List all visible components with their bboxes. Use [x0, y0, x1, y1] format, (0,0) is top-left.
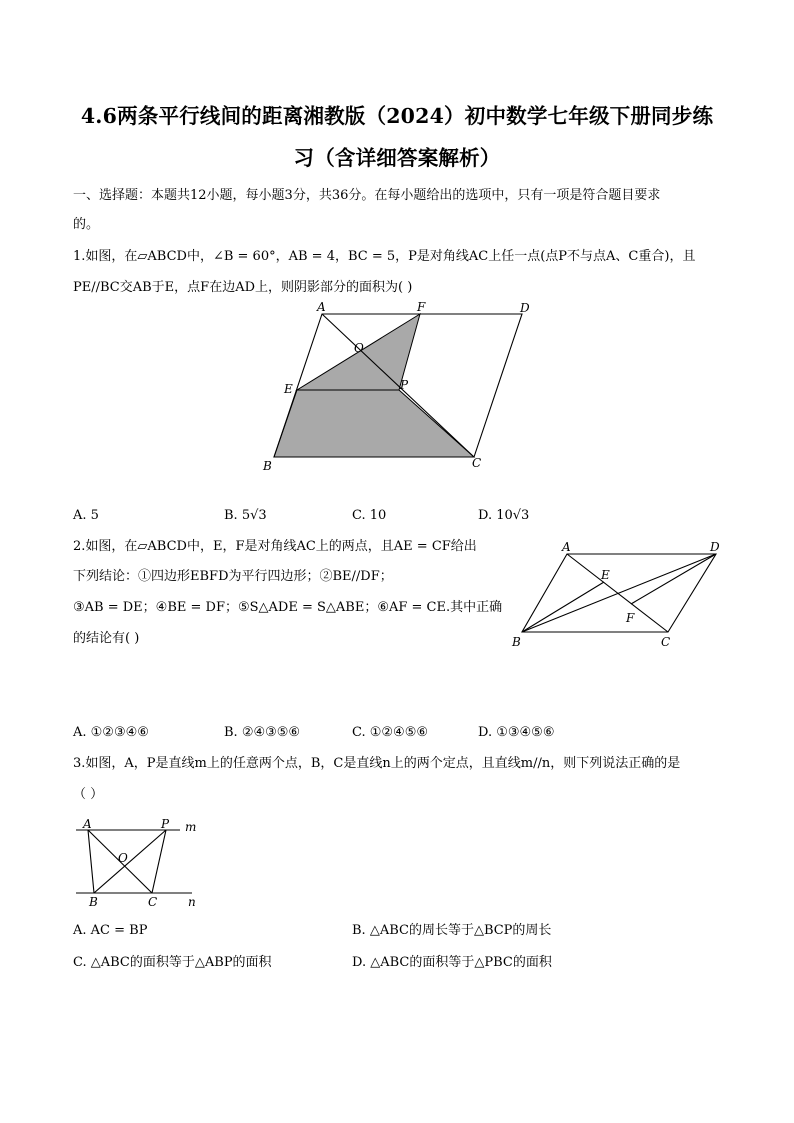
q3-stem-line1: 3.如图，A，P是直线m上的任意两个点，B，C是直线n上的两个定点，且直线m//n，则下列说法正确的是 — [73, 756, 681, 771]
q2-stem-line2: 下列结论：①四边形EBFD为平行四边形；②BE//DF； — [73, 569, 393, 584]
q2-segment-be — [522, 582, 604, 632]
q1-option-d[interactable]: D. 10√3 — [478, 508, 530, 523]
q2-label-f: F — [626, 611, 635, 625]
q1-label-f: F — [417, 300, 426, 314]
q1-label-c: C — [472, 456, 482, 470]
q1-label-o: O — [354, 341, 364, 355]
q1-shaded-trapezoid — [274, 390, 474, 457]
q3-option-a[interactable]: A. AC = BP — [73, 923, 148, 938]
q3-segment-pc — [152, 830, 166, 893]
q2-diagonal-ac — [567, 554, 668, 632]
q3-label-m: m — [185, 820, 197, 834]
q3-label-n: n — [188, 895, 196, 909]
q1-stem-line1: 1.如图，在▱ABCD中，∠B = 60°，AB = 4，BC = 5，P是对角线AC上任一点(点P不与点A、C重合)，且 — [73, 249, 696, 264]
q2-stem-line1: 2.如图，在▱ABCD中，E，F是对角线AC上的两点，且AE = CF给出 — [73, 539, 477, 554]
q3-option-d[interactable]: D. △ABC的面积等于△PBC的面积 — [352, 955, 552, 970]
q1-option-a[interactable]: A. 5 — [73, 508, 99, 523]
q2-stem-line4: 的结论有( ) — [73, 631, 140, 646]
section-instruction-line1: 一、选择题：本题共12小题，每小题3分，共36分。在每小题给出的选项中，只有一项是符合题目要求 — [73, 188, 661, 203]
q1-option-c[interactable]: C. 10 — [352, 508, 387, 523]
q2-label-a: A — [562, 540, 571, 554]
q1-label-b: B — [263, 459, 272, 473]
q3-option-b[interactable]: B. △ABC的周长等于△BCP的周长 — [352, 923, 552, 938]
q3-label-a: A — [83, 817, 92, 831]
q3-segment-pb — [94, 830, 166, 893]
q1-label-p: P — [400, 378, 409, 392]
q1-label-d: D — [520, 301, 530, 315]
section-instruction-line2: 的。 — [73, 217, 100, 232]
q3-option-c[interactable]: C. △ABC的面积等于△ABP的面积 — [73, 955, 272, 970]
q2-option-d[interactable]: D. ①③④⑤⑥ — [478, 725, 555, 740]
q1-parallelogram-figure — [255, 300, 545, 480]
q1-label-a: A — [317, 300, 326, 314]
q2-option-c[interactable]: C. ①②④⑤⑥ — [352, 725, 429, 740]
q3-stem-line2: （ ） — [73, 787, 104, 802]
page-title-line1: 4.6两条平行线间的距离湘教版（2024）初中数学七年级下册同步练 — [80, 104, 714, 128]
q2-label-e: E — [601, 568, 610, 582]
q3-label-b: B — [89, 895, 98, 909]
q3-label-c: C — [148, 895, 158, 909]
q2-stem-line3: ③AB = DE；④BE = DF；⑤S△ADE = S△ABE；⑥AF = CE.其中正确 — [73, 600, 503, 615]
q2-label-b: B — [512, 635, 521, 649]
q3-label-p: P — [161, 817, 170, 831]
q2-diagonal-bd — [522, 554, 716, 632]
q2-option-b[interactable]: B. ②④③⑤⑥ — [224, 725, 301, 740]
q3-parallel-lines-figure — [72, 815, 212, 911]
q3-segment-ab — [88, 830, 94, 893]
q1-label-e: E — [284, 382, 293, 396]
q2-label-d: D — [710, 540, 720, 554]
q2-label-c: C — [661, 635, 671, 649]
q2-segment-df — [631, 554, 716, 604]
q2-option-a[interactable]: A. ①②③④⑥ — [73, 725, 149, 740]
q3-label-o: O — [118, 851, 128, 865]
page-title-line2: 习（含详细答案解析） — [293, 146, 501, 170]
q2-parallelogram-figure — [505, 536, 735, 654]
q1-stem-line2: PE//BC交AB于E，点F在边AD上，则阴影部分的面积为( ) — [73, 280, 413, 295]
q1-option-b[interactable]: B. 5√3 — [224, 508, 267, 523]
